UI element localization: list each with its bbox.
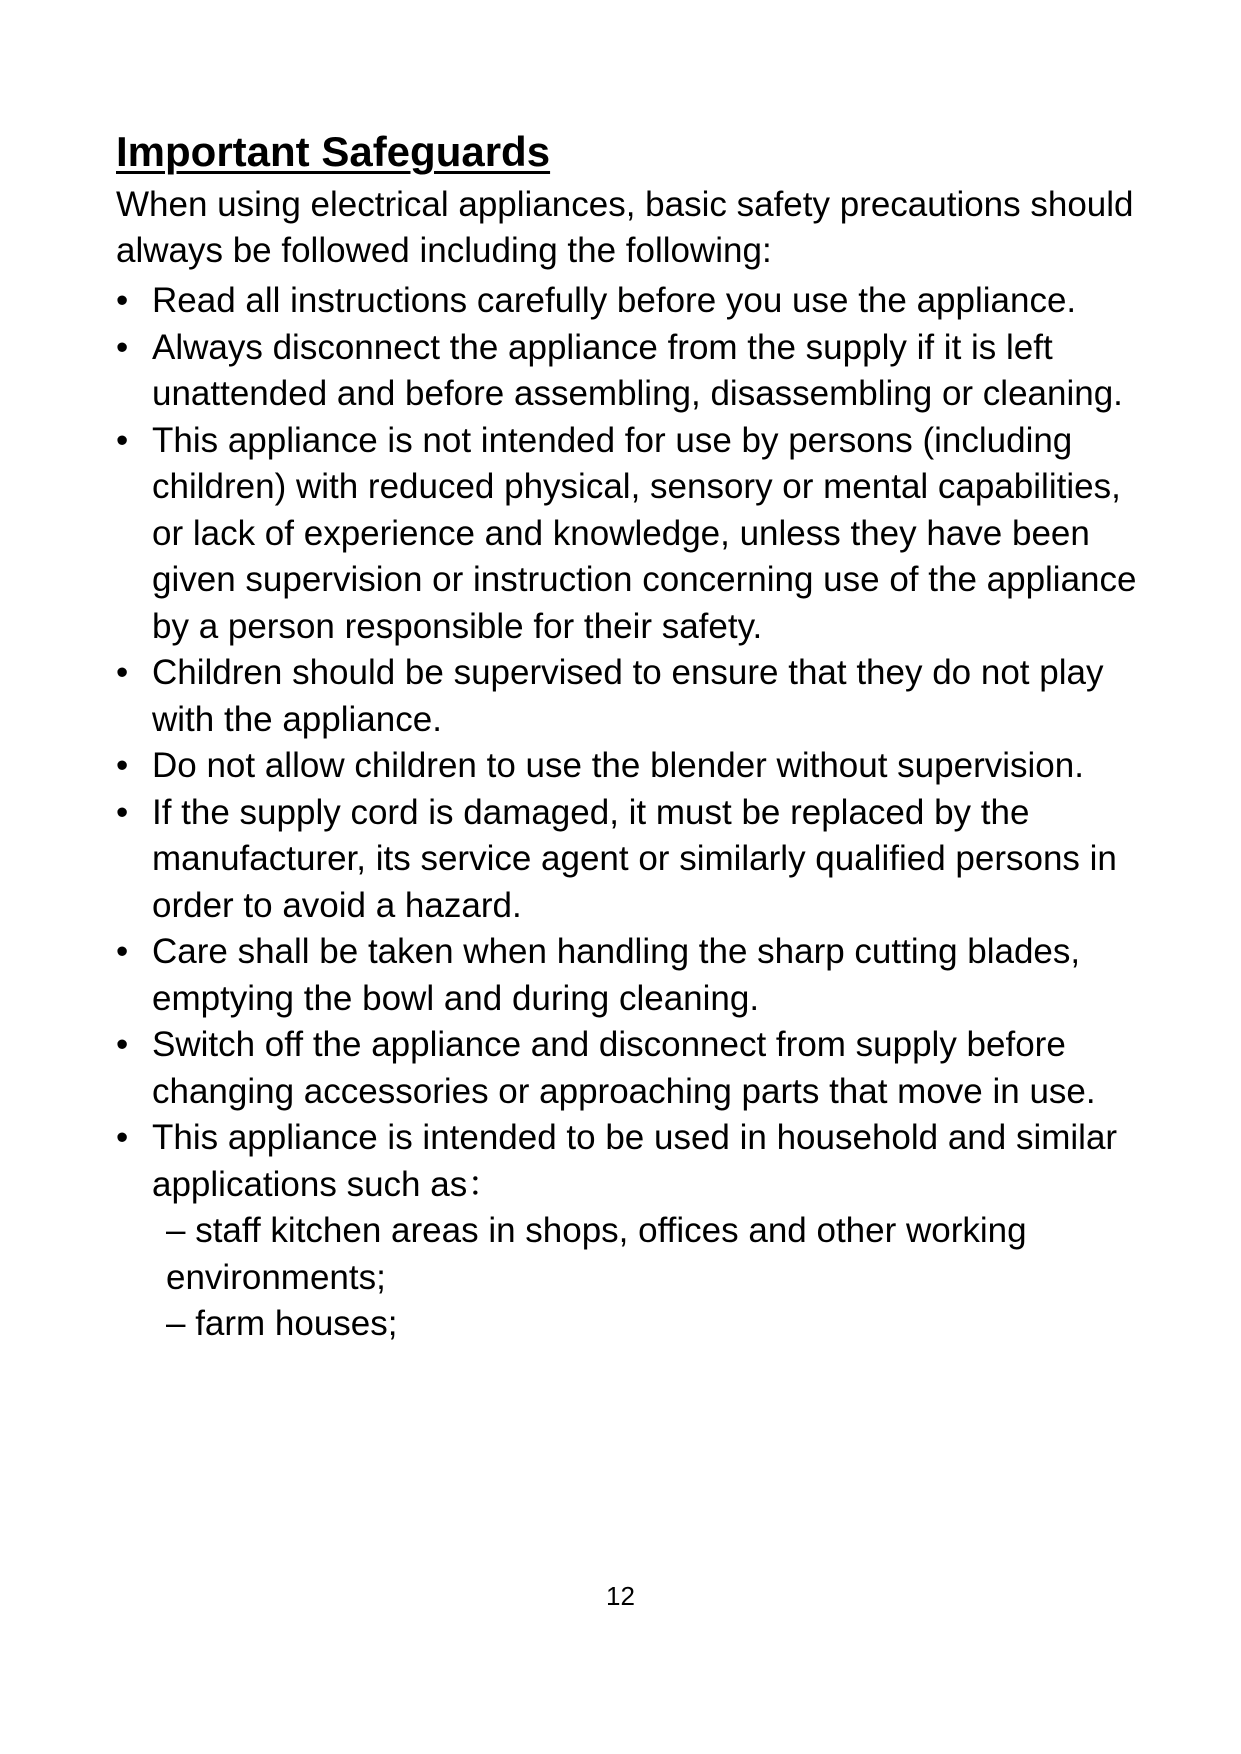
- bullet-icon: •: [116, 792, 129, 832]
- list-item: [116, 418, 1156, 651]
- bullet-icon: •: [116, 327, 129, 367]
- bullet-icon: •: [116, 653, 129, 692]
- bullet-icon: •: [116, 932, 129, 971]
- list-item: [116, 929, 1156, 1022]
- list-item: [116, 743, 1156, 790]
- list-item-text: This appliance is intended to be used in household and similar applications such as：: [152, 1118, 1118, 1204]
- list-item-text: Read all instructions carefully before you use the appliance.: [152, 281, 1077, 320]
- list-item: [116, 325, 1156, 418]
- sub-list-item: – staff kitchen areas in shops, offices and other working environments;: [166, 1211, 1027, 1297]
- bullet-icon: •: [116, 281, 129, 320]
- document-page: [116, 128, 1156, 1348]
- list-item-text: Always disconnect the appliance from the supply if it is left unattended and before assembling, disassembling or cleaning.: [152, 327, 1123, 413]
- bullet-icon: •: [116, 1025, 129, 1064]
- list-item: [116, 1022, 1156, 1115]
- list-item: [116, 1115, 1156, 1208]
- intro-paragraph: When using electrical appliances, basic safety precautions should always be followed including the following:: [116, 185, 1134, 270]
- list-item-text: If the supply cord is damaged, it must be replaced by the manufacturer, its service agent or similarly qualified persons in order to avoid a hazard.: [152, 792, 1117, 925]
- list-item: [116, 650, 1156, 743]
- list-item: [116, 790, 1156, 930]
- bullet-icon: •: [116, 420, 129, 460]
- list-item-text: This appliance is not intended for use by persons (including children) with reduced physical, sensory or mental capabilities, or lack of experience and knowledge, unless they have been given supervision or instruction concerning use of the appliance by a person responsible for their safety.: [152, 420, 1137, 646]
- safeguards-list: [116, 278, 1156, 1208]
- bullet-icon: •: [116, 746, 129, 785]
- page-title: Important Safeguards: [116, 128, 551, 175]
- list-item-text: Care shall be taken when handling the sharp cutting blades, emptying the bowl and during cleaning.: [152, 932, 1081, 1018]
- bullet-icon: •: [116, 1118, 129, 1157]
- list-item: [116, 278, 1156, 325]
- list-item-text: Do not allow children to use the blender without supervision.: [152, 746, 1084, 785]
- list-item-text: Children should be supervised to ensure that they do not play with the appliance.: [152, 653, 1104, 739]
- list-item-text: Switch off the appliance and disconnect from supply before changing accessories or approaching parts that move in use.: [152, 1025, 1096, 1111]
- sub-list-item: – farm houses;: [166, 1304, 398, 1343]
- page-number: 12: [606, 1581, 635, 1611]
